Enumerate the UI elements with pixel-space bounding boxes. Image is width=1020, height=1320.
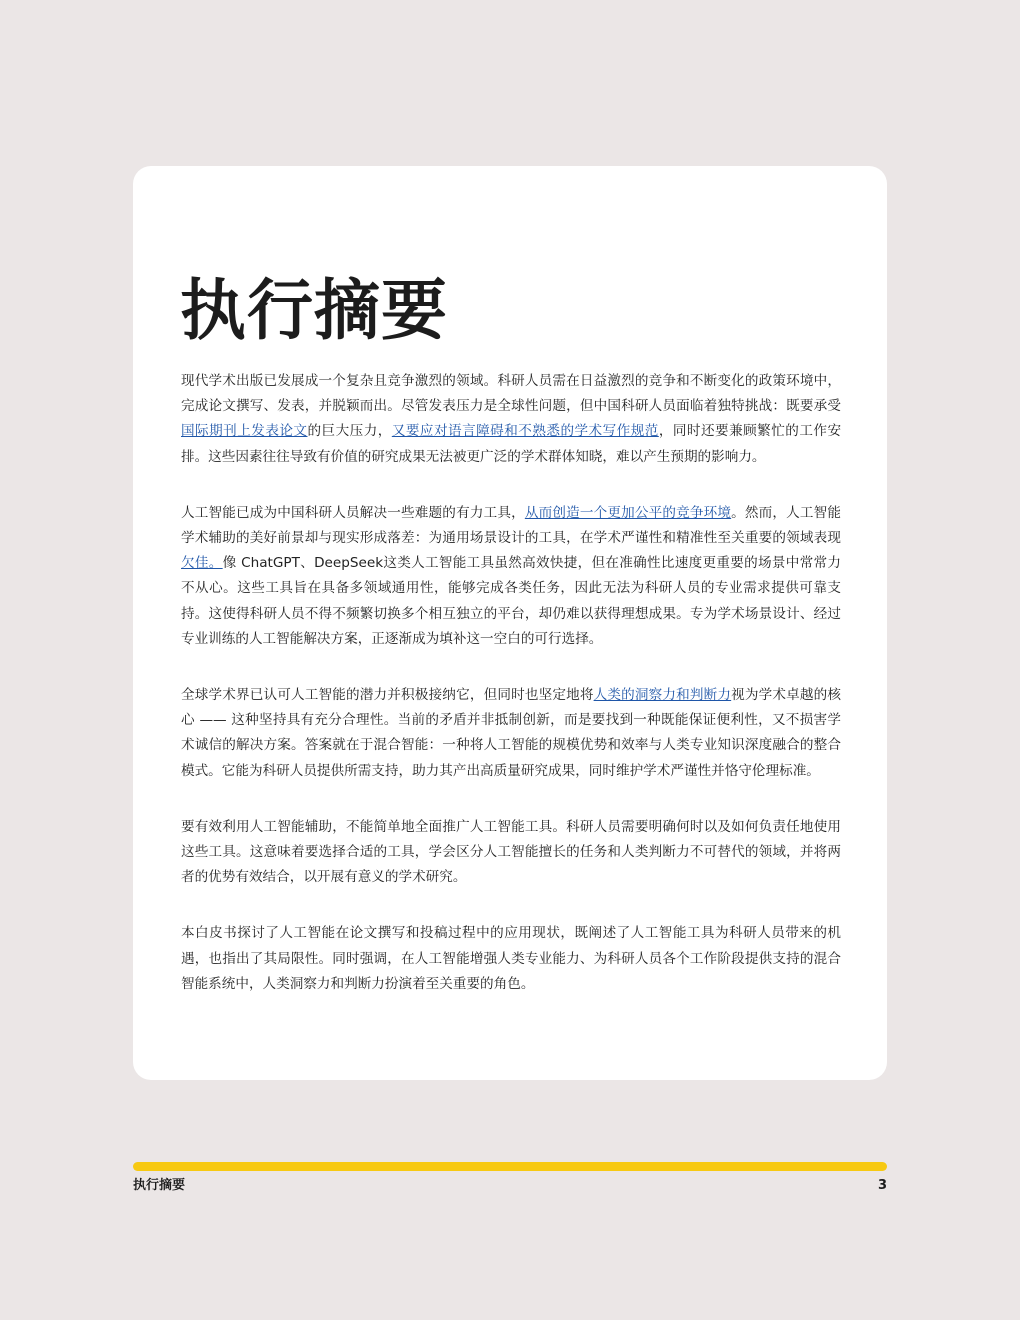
page-title: 执行摘要 (180, 272, 448, 349)
paragraph-text: 要有效利用人工智能辅助，不能简单地全面推广人工智能工具。科研人员需要明确何时以及如何负责任地使用这些工具。这意味着要选择合适的工具，学会区分人工智能擅长的任务和人类判断力不可替代的领域，并将两者的优势有效结合，以开展有意义的学术研究。 (181, 818, 841, 886)
paragraph-text: 人工智能已成为中国科研人员解决一些难题的有力工具， (181, 504, 525, 521)
link-human-insight[interactable]: 人类的洞察力和判断力 (593, 687, 732, 704)
paragraph-text: 全球学术界已认可人工智能的潜力并积极接纳它，但同时也坚定地将 (181, 687, 594, 704)
paragraph-text: 的巨大压力， (307, 423, 392, 440)
paragraph-4 (181, 815, 841, 891)
paragraph-text: 视为学术卓越的核心 —— 这种坚持具有充分合理性。当前的矛盾并非抵制创新，而是要找到一种既能保证便利性，又不损害学术诚信的解决方案。答案就在于混合智能：一种将人工智能的规模优势和效率与人类专业知识深度融合的整合模式。它能为科研人员提供所需支持，助力其产出高质量研究成果，同时维护学术严谨性并恪守伦理标准。 (181, 687, 842, 779)
paragraph-text: 现代学术出版已发展成一个复杂且竞争激烈的领域。科研人员需在日益激烈的竞争和不断变化的政策环境中，完成论文撰写、发表，并脱颖而出。尽管发表压力是全球性问题，但中国科研人员面临着独特挑战：既要承受 (181, 373, 841, 415)
content-card (133, 166, 887, 1080)
link-fair-competition[interactable]: 从而创造一个更加公平的竞争环境 (524, 504, 732, 521)
paragraph-text: 像 ChatGPT、DeepSeek这类人工智能工具虽然高效快捷，但在准确性比速度更重要的场景中常常力不从心。这些工具旨在具备多领域通用性，能够完成各类任务，因此无法为科研人员的专业需求提供可靠支持。这使得科研人员不得不频繁切换多个相互独立的平台，却仍难以获得理想成果。专为学术场景设计、经过专业训练的人工智能解决方案，正逐渐成为填补这一空白的可行选择。 (181, 555, 842, 647)
paragraph-text: 本白皮书探讨了人工智能在论文撰写和投稿过程中的应用现状，既阐述了人工智能工具为科研人员带来的机遇，也指出了其局限性。同时强调，在人工智能增强人类专业能力、为科研人员各个工作阶段提供支持的混合智能系统中，人类洞察力和判断力扮演着至关重要的角色。 (181, 925, 841, 992)
paragraph-text: 。然而，人工智能学术辅助的美好前景却与现实形成落差：为通用场景设计的工具，在学术严谨性和精准性至关重要的领域表现 (181, 504, 842, 547)
footer-section-title: 执行摘要 (133, 1178, 186, 1193)
paragraph-1 (181, 369, 841, 470)
paragraph-3 (181, 683, 841, 784)
footer-accent-bar (133, 1162, 887, 1171)
link-language-barriers[interactable]: 又要应对语言障碍和不熟悉的学术写作规范 (391, 423, 659, 440)
paragraph-2 (181, 501, 841, 652)
body-text (181, 369, 841, 1028)
link-international-journals[interactable]: 国际期刊上发表论文 (181, 423, 308, 440)
paragraph-text: ，同时还要兼顾繁忙的工作安排。这些因素往往导致有价值的研究成果无法被更广泛的学术群体知晓，难以产生预期的影响力。 (181, 423, 842, 465)
paragraph-5 (181, 921, 841, 997)
link-underperform[interactable]: 欠佳。 (181, 555, 223, 572)
page-number: 3 (877, 1178, 887, 1193)
